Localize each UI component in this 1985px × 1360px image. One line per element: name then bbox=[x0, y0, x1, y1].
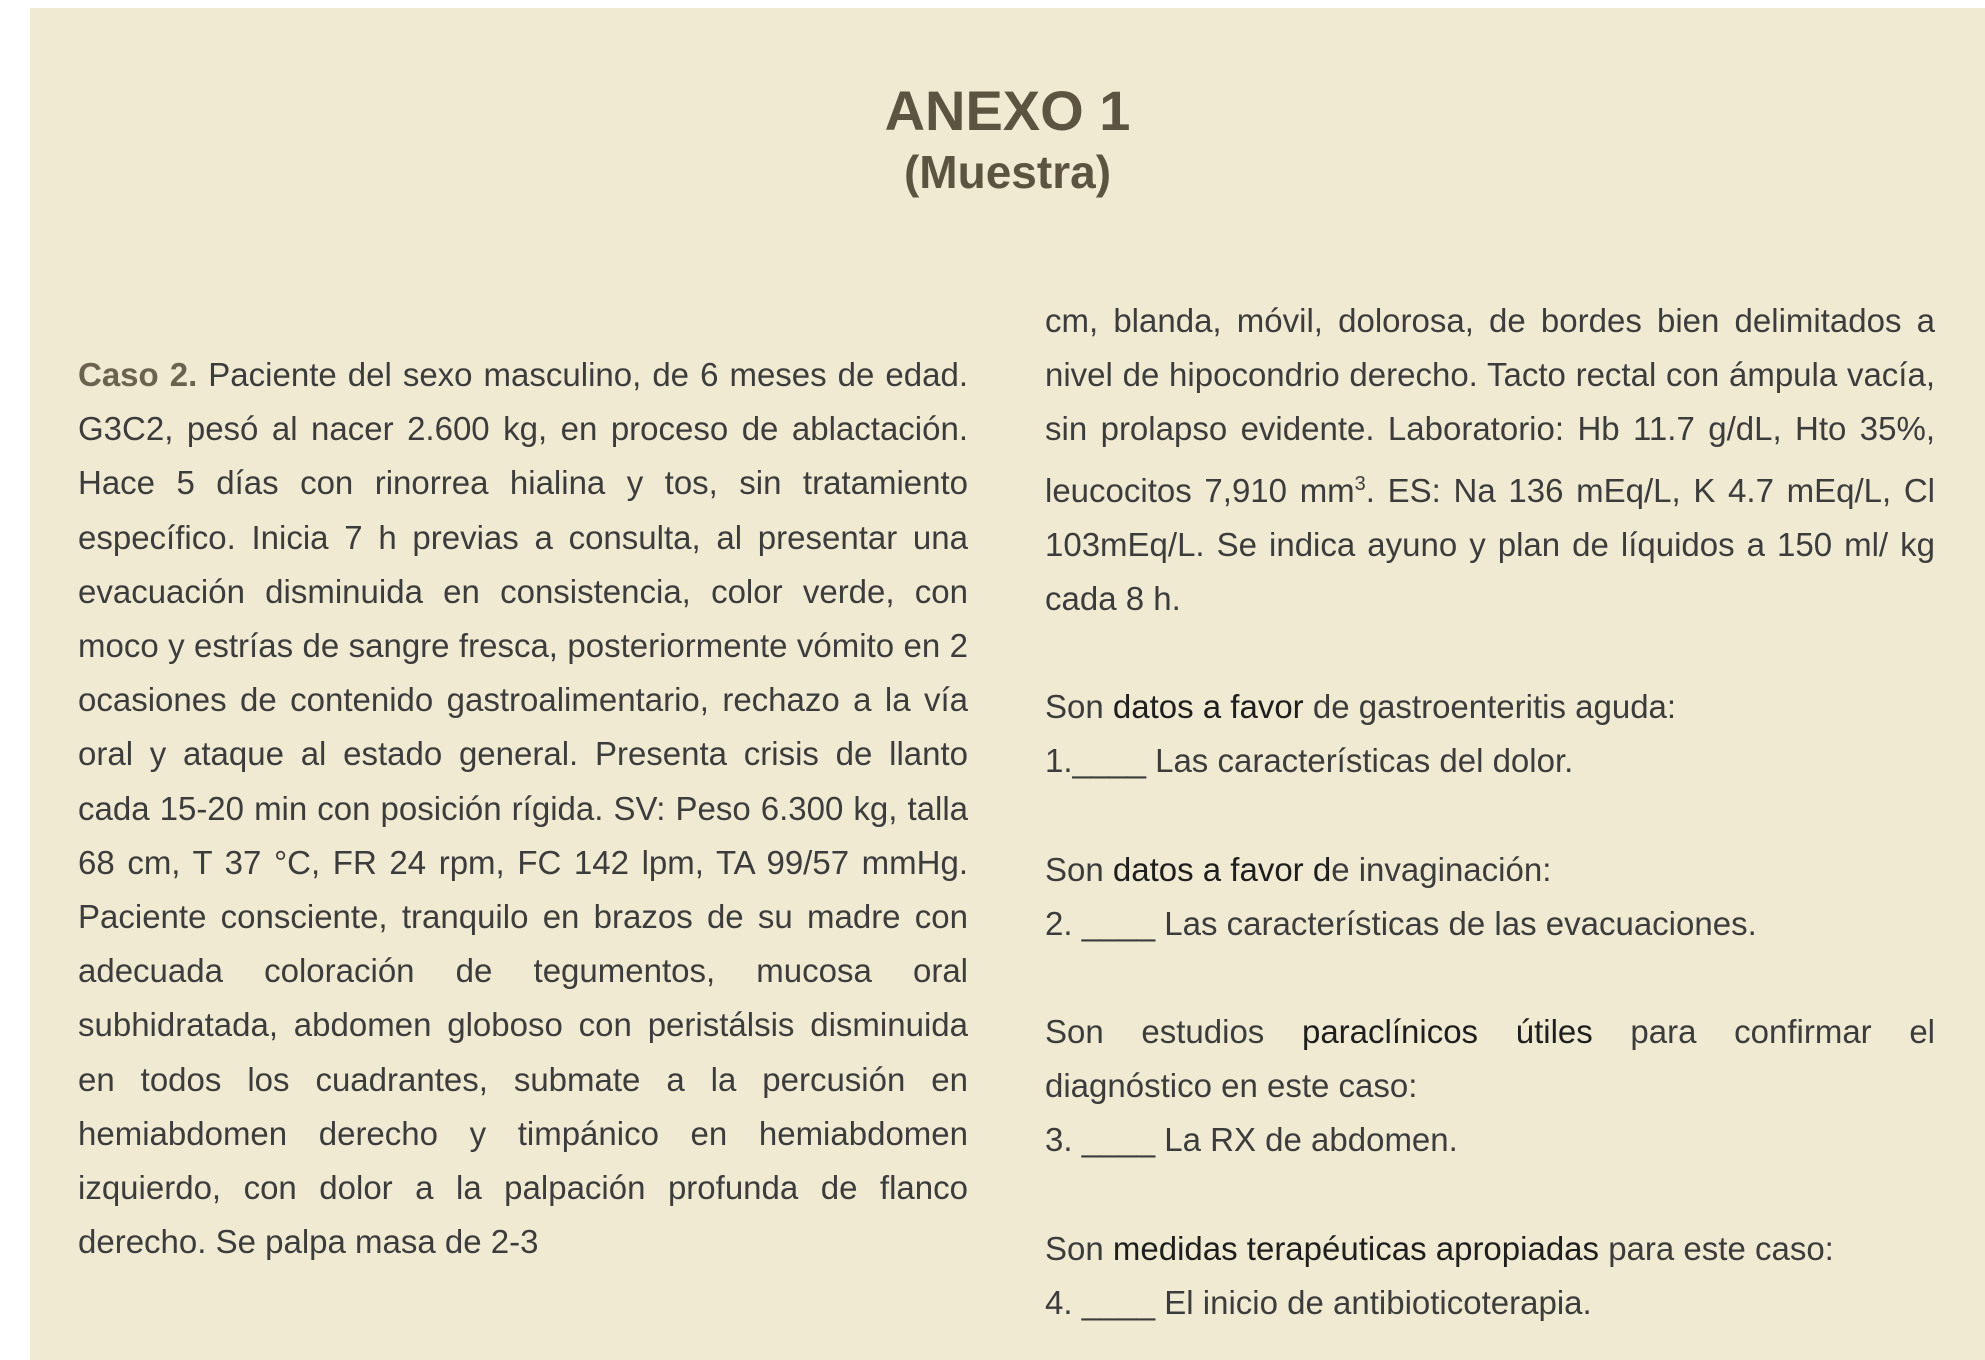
question-block bbox=[1045, 843, 1935, 951]
annex-title-sub: (Muestra) bbox=[903, 146, 1112, 198]
question-prompt bbox=[1045, 843, 1935, 897]
annex-title-main: ANEXO 1 bbox=[884, 79, 1131, 142]
question-prompt-post: para este caso: bbox=[1599, 1229, 1834, 1267]
question-prompt-pre: Son bbox=[1045, 850, 1113, 888]
annex-title bbox=[30, 78, 1985, 200]
case-text-right-2: . ES: Na 136 mEq/L, K 4.7 mEq/L, Cl 103mEq/L. Se indica ayuno y plan de líquidos a 150 ml/ kg cada 8 h. bbox=[1045, 471, 1935, 618]
case-paragraph bbox=[78, 348, 968, 1269]
case-left-column bbox=[78, 348, 968, 1269]
question-prompt bbox=[1045, 1005, 1935, 1113]
question-block bbox=[1045, 1005, 1935, 1168]
question-prompt bbox=[1045, 1222, 1935, 1276]
superscript-3: 3 bbox=[1354, 472, 1366, 495]
question-prompt-post: para confirmar el diagnóstico en este caso: bbox=[1045, 1013, 1936, 1105]
question-prompt-post: e invaginación: bbox=[1331, 850, 1552, 888]
question-prompt bbox=[1045, 680, 1935, 734]
question-prompt-pre: Son bbox=[1045, 1229, 1113, 1267]
question-block bbox=[1045, 1222, 1935, 1330]
question-item: 4. ____ El inicio de antibioticoterapia. bbox=[1045, 1283, 1592, 1321]
question-keyword: datos a favor d bbox=[1112, 850, 1332, 888]
question-prompt-post: de gastroenteritis aguda: bbox=[1303, 688, 1677, 726]
annex-panel bbox=[30, 8, 1985, 1360]
question-keyword: datos a favor bbox=[1112, 688, 1304, 726]
case-right-column bbox=[1045, 294, 1935, 1330]
question-prompt-pre: Son estudios bbox=[1045, 1013, 1302, 1051]
question-block bbox=[1045, 680, 1935, 788]
question-item: 3. ____ La RX de abdomen. bbox=[1045, 1121, 1458, 1159]
question-item: 2. ____ Las características de las evacuaciones. bbox=[1045, 904, 1757, 942]
question-keyword: medidas terapéuticas apropiadas bbox=[1112, 1229, 1600, 1267]
case-paragraph-continued bbox=[1045, 294, 1935, 626]
question-item: 1.____ Las características del dolor. bbox=[1045, 742, 1574, 780]
case-text-left: Paciente del sexo masculino, de 6 meses de edad. G3C2, pesó al nacer 2.600 kg, en proceso de ablactación. Hace 5 días con rinorrea hialina y tos, sin tratamiento específico. Inicia 7 h previas a consulta, al presentar una evacuación disminuida en consistencia, color verde, con moco y estrías de sangre fresca, posteriormente vómito en 2 ocasiones de contenido gastroalimentario, rechazo a la vía oral y ataque al estado general. Presenta crisis de llanto cada 15-20 min con posición rígida. SV: Peso 6.300 kg, talla 68 cm, T 37 °C, FR 24 rpm, FC 142 lpm, TA 99/57 mmHg. Paciente consciente, tranquilo en brazos de su madre con adecuada coloración de tegumentos, mucosa oral subhidratada, abdomen globoso con peristálsis disminuida en todos los cuadrantes, submate a la percusión en hemiabdomen derecho y timpánico en hemiabdomen izquierdo, con dolor a la palpación profunda de flanco derecho. Se palpa masa de 2-3 bbox=[78, 356, 968, 1261]
case-text-right-1: cm, blanda, móvil, dolorosa, de bordes bien delimitados a nivel de hipocondrio derecho. Tacto rectal con ámpula vacía, sin prolapso evidente. Laboratorio: Hb 11.7 g/dL, Hto 35%, leucocitos 7,910 mm bbox=[1045, 302, 1935, 509]
case-label: Caso 2. bbox=[78, 356, 198, 393]
question-prompt-pre: Son bbox=[1045, 688, 1113, 726]
question-keyword: paraclínicos útiles bbox=[1301, 1013, 1593, 1051]
